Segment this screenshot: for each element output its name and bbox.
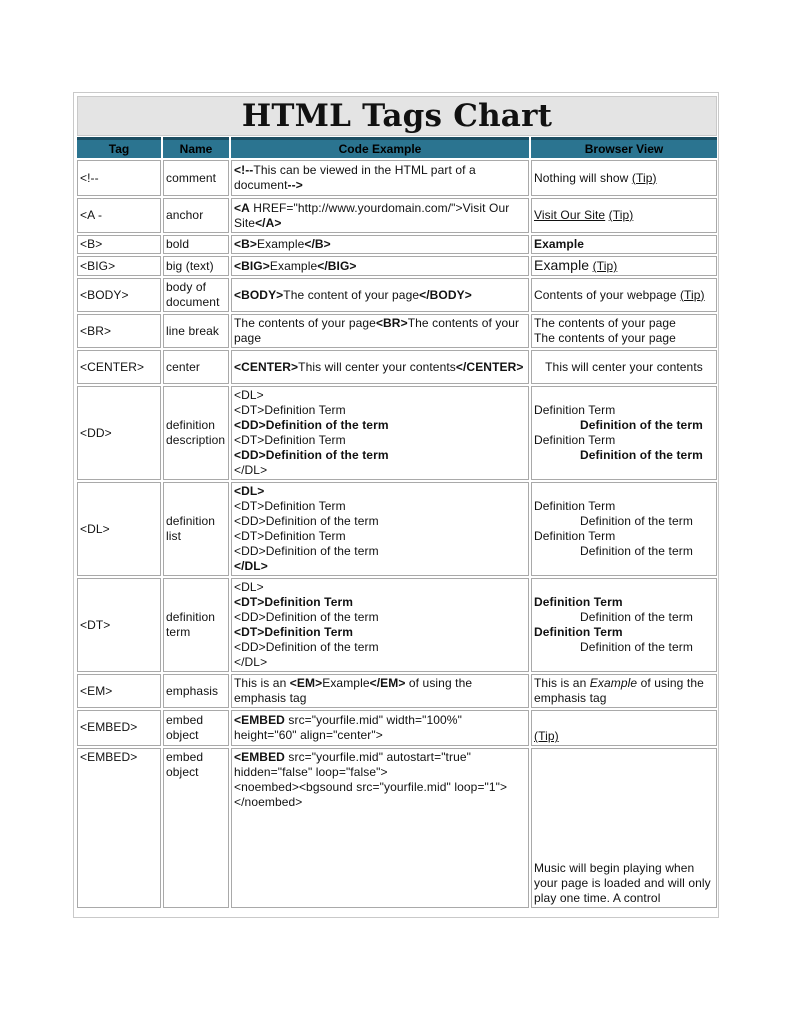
tag-cell: <EMBED> [77,748,161,908]
tip-link[interactable]: (Tip) [608,208,634,222]
view-cell [531,160,717,196]
tip-link[interactable]: (Tip) [534,729,559,743]
name-cell: bold [163,235,229,254]
code-bold: --> [287,178,303,192]
code-line: <DD>Definition of the term [234,640,379,654]
name-cell: center [163,350,229,384]
view-line: Definition of the term [580,544,693,558]
code-bold: </BODY> [419,287,472,302]
view-line: Definition Term [534,433,616,447]
code-line: <DT>Definition Term [234,595,354,609]
code-text: The contents of your page [234,316,520,345]
visit-site-link[interactable]: Visit Our Site [534,208,606,222]
code-cell [231,710,529,746]
code-line: <DD>Definition of the term [234,610,379,624]
view-line: Definition of the term [580,448,703,462]
name-cell: definition description [163,386,229,480]
code-cell [231,256,529,276]
table-row [77,278,717,312]
table-row [77,314,717,348]
code-line: </DL> [234,655,268,669]
code-cell [231,350,529,384]
tag-cell: <CENTER> [77,350,161,384]
view-line: Definition Term [534,625,623,639]
code-line: <DL> [234,484,265,498]
view-text: This is an [534,676,590,690]
tag-cell: <BR> [77,314,161,348]
table-row [77,482,717,576]
view-line: Definition Term [534,595,623,609]
code-cell [231,235,529,254]
code-line: <DD>Definition of the term [234,514,379,528]
code-text: This will center your contents [298,359,456,374]
view-cell [531,386,717,480]
view-line: Definition Term [534,499,616,513]
view-cell [531,278,717,312]
tag-cell: <EM> [77,674,161,708]
code-line: <DT>Definition Term [234,433,346,447]
page-title: HTML Tags Chart [241,98,553,134]
code-bold: </BIG> [317,258,357,273]
table-row [77,710,717,746]
code-line: <DD>Definition of the term [234,418,389,432]
code-line: <DT>Definition Term [234,499,346,513]
table-row [77,748,717,908]
view-line: Definition of the term [580,640,693,654]
view-cell [531,256,717,276]
code-line: <DT>Definition Term [234,529,346,543]
code-cell [231,160,529,196]
code-bold: <!-- [234,163,254,177]
view-cell [531,674,717,708]
code-cell [231,198,529,233]
view-line: Definition Term [534,529,616,543]
code-text: This can be viewed in the HTML part of a document [234,163,476,192]
tip-link[interactable]: (Tip) [679,287,705,302]
code-bold: <B> [234,237,257,251]
code-cell [231,278,529,312]
table-row [77,578,717,672]
tip-link[interactable]: (Tip) [631,170,657,185]
tag-cell: <BODY> [77,278,161,312]
view-line: The contents of your page [534,316,676,330]
view-italic: Example [589,676,638,690]
code-text: of using the emphasis tag [234,676,473,705]
code-text: Example [269,258,318,273]
name-cell: body of document [163,278,229,312]
name-cell: emphasis [163,674,229,708]
view-line: The contents of your page [534,331,676,345]
code-text: src="yourfile.mid" autostart="true" hidden="false" loop="false"> [234,750,471,779]
code-cell [231,314,529,348]
tags-table [75,135,719,910]
view-line: Definition of the term [580,418,703,432]
code-bold: </B> [304,237,331,251]
code-text: src="yourfile.mid" width="100%" height="60" align="center"> [234,713,462,742]
title-bar [77,96,717,136]
tag-cell: <B> [77,235,161,254]
view-cell [531,578,717,672]
code-line: <DD>Definition of the term [234,544,379,558]
table-row [77,235,717,254]
code-cell [231,674,529,708]
name-cell: definition list [163,482,229,576]
name-cell: embed object [163,748,229,908]
header-view: Browser View [531,137,717,158]
code-bold: <BIG> [234,258,270,273]
code-line: </DL> [234,559,268,573]
code-bold: <EM> [289,676,323,690]
view-text: Contents of your webpage [534,287,677,302]
tags-chart-sheet [73,92,719,918]
code-cell [231,482,529,576]
view-cell: This will center your contents [531,350,717,384]
tag-cell: <DT> [77,578,161,672]
code-line: <DD>Definition of the term [234,448,389,462]
tag-cell: <A - [77,198,161,233]
code-bold: </EM> [369,676,406,690]
code-bold: </A> [255,215,282,230]
name-cell: definition term [163,578,229,672]
code-line: <DL> [234,580,264,594]
code-text: Example [322,676,370,690]
code-bold: <BODY> [234,287,284,302]
table-row [77,350,717,384]
code-cell [231,748,529,908]
name-cell: comment [163,160,229,196]
view-text: Nothing will show [534,170,629,185]
tip-link[interactable]: (Tip) [592,259,618,273]
header-tag: Tag [77,137,161,158]
code-bold: <EMBED [234,750,285,764]
view-line: Definition of the term [580,514,693,528]
table-row [77,386,717,480]
code-text: The contents of your page [234,316,376,330]
view-cell [531,482,717,576]
code-bold: <A [234,200,250,215]
code-bold: <BR> [375,316,408,330]
view-cell [531,314,717,348]
header-row [77,137,717,158]
code-line: <DT>Definition Term [234,625,354,639]
view-cell: Music will begin playing when your page is loaded and will only play one time. A control [531,748,717,908]
code-line: </DL> [234,463,268,477]
code-text: <noembed><bgsound src="yourfile.mid" loop="1"></noembed> [234,780,508,809]
code-text: Example [256,237,305,251]
header-code: Code Example [231,137,529,158]
code-cell [231,386,529,480]
header-name: Name [163,137,229,158]
view-line: Definition Term [534,403,616,417]
code-line: <DL> [234,388,264,402]
code-text: HREF="http://www.yourdomain.com/">Visit Our Site [234,200,510,230]
view-cell [531,710,717,746]
code-cell [231,578,529,672]
view-text: of using the emphasis tag [534,676,704,705]
table-row [77,674,717,708]
tag-cell: <BIG> [77,256,161,276]
table-row [77,256,717,276]
name-cell: big (text) [163,256,229,276]
name-cell: embed object [163,710,229,746]
table-row [77,160,717,196]
tag-cell: <!-- [77,160,161,196]
name-cell: line break [163,314,229,348]
tag-cell: <EMBED> [77,710,161,746]
code-line: <DT>Definition Term [234,403,346,417]
code-text: The content of your page [283,287,420,302]
table-row [77,198,717,233]
code-bold: <EMBED [234,713,285,727]
tag-cell: <DD> [77,386,161,480]
code-bold: <CENTER> [234,359,299,374]
view-cell [531,198,717,233]
code-text: This is an [234,676,290,690]
view-big-text: Example [534,257,590,273]
view-cell: Example [531,235,717,254]
name-cell: anchor [163,198,229,233]
code-bold: </CENTER> [455,359,524,374]
view-line: Definition of the term [580,610,693,624]
tag-cell: <DL> [77,482,161,576]
